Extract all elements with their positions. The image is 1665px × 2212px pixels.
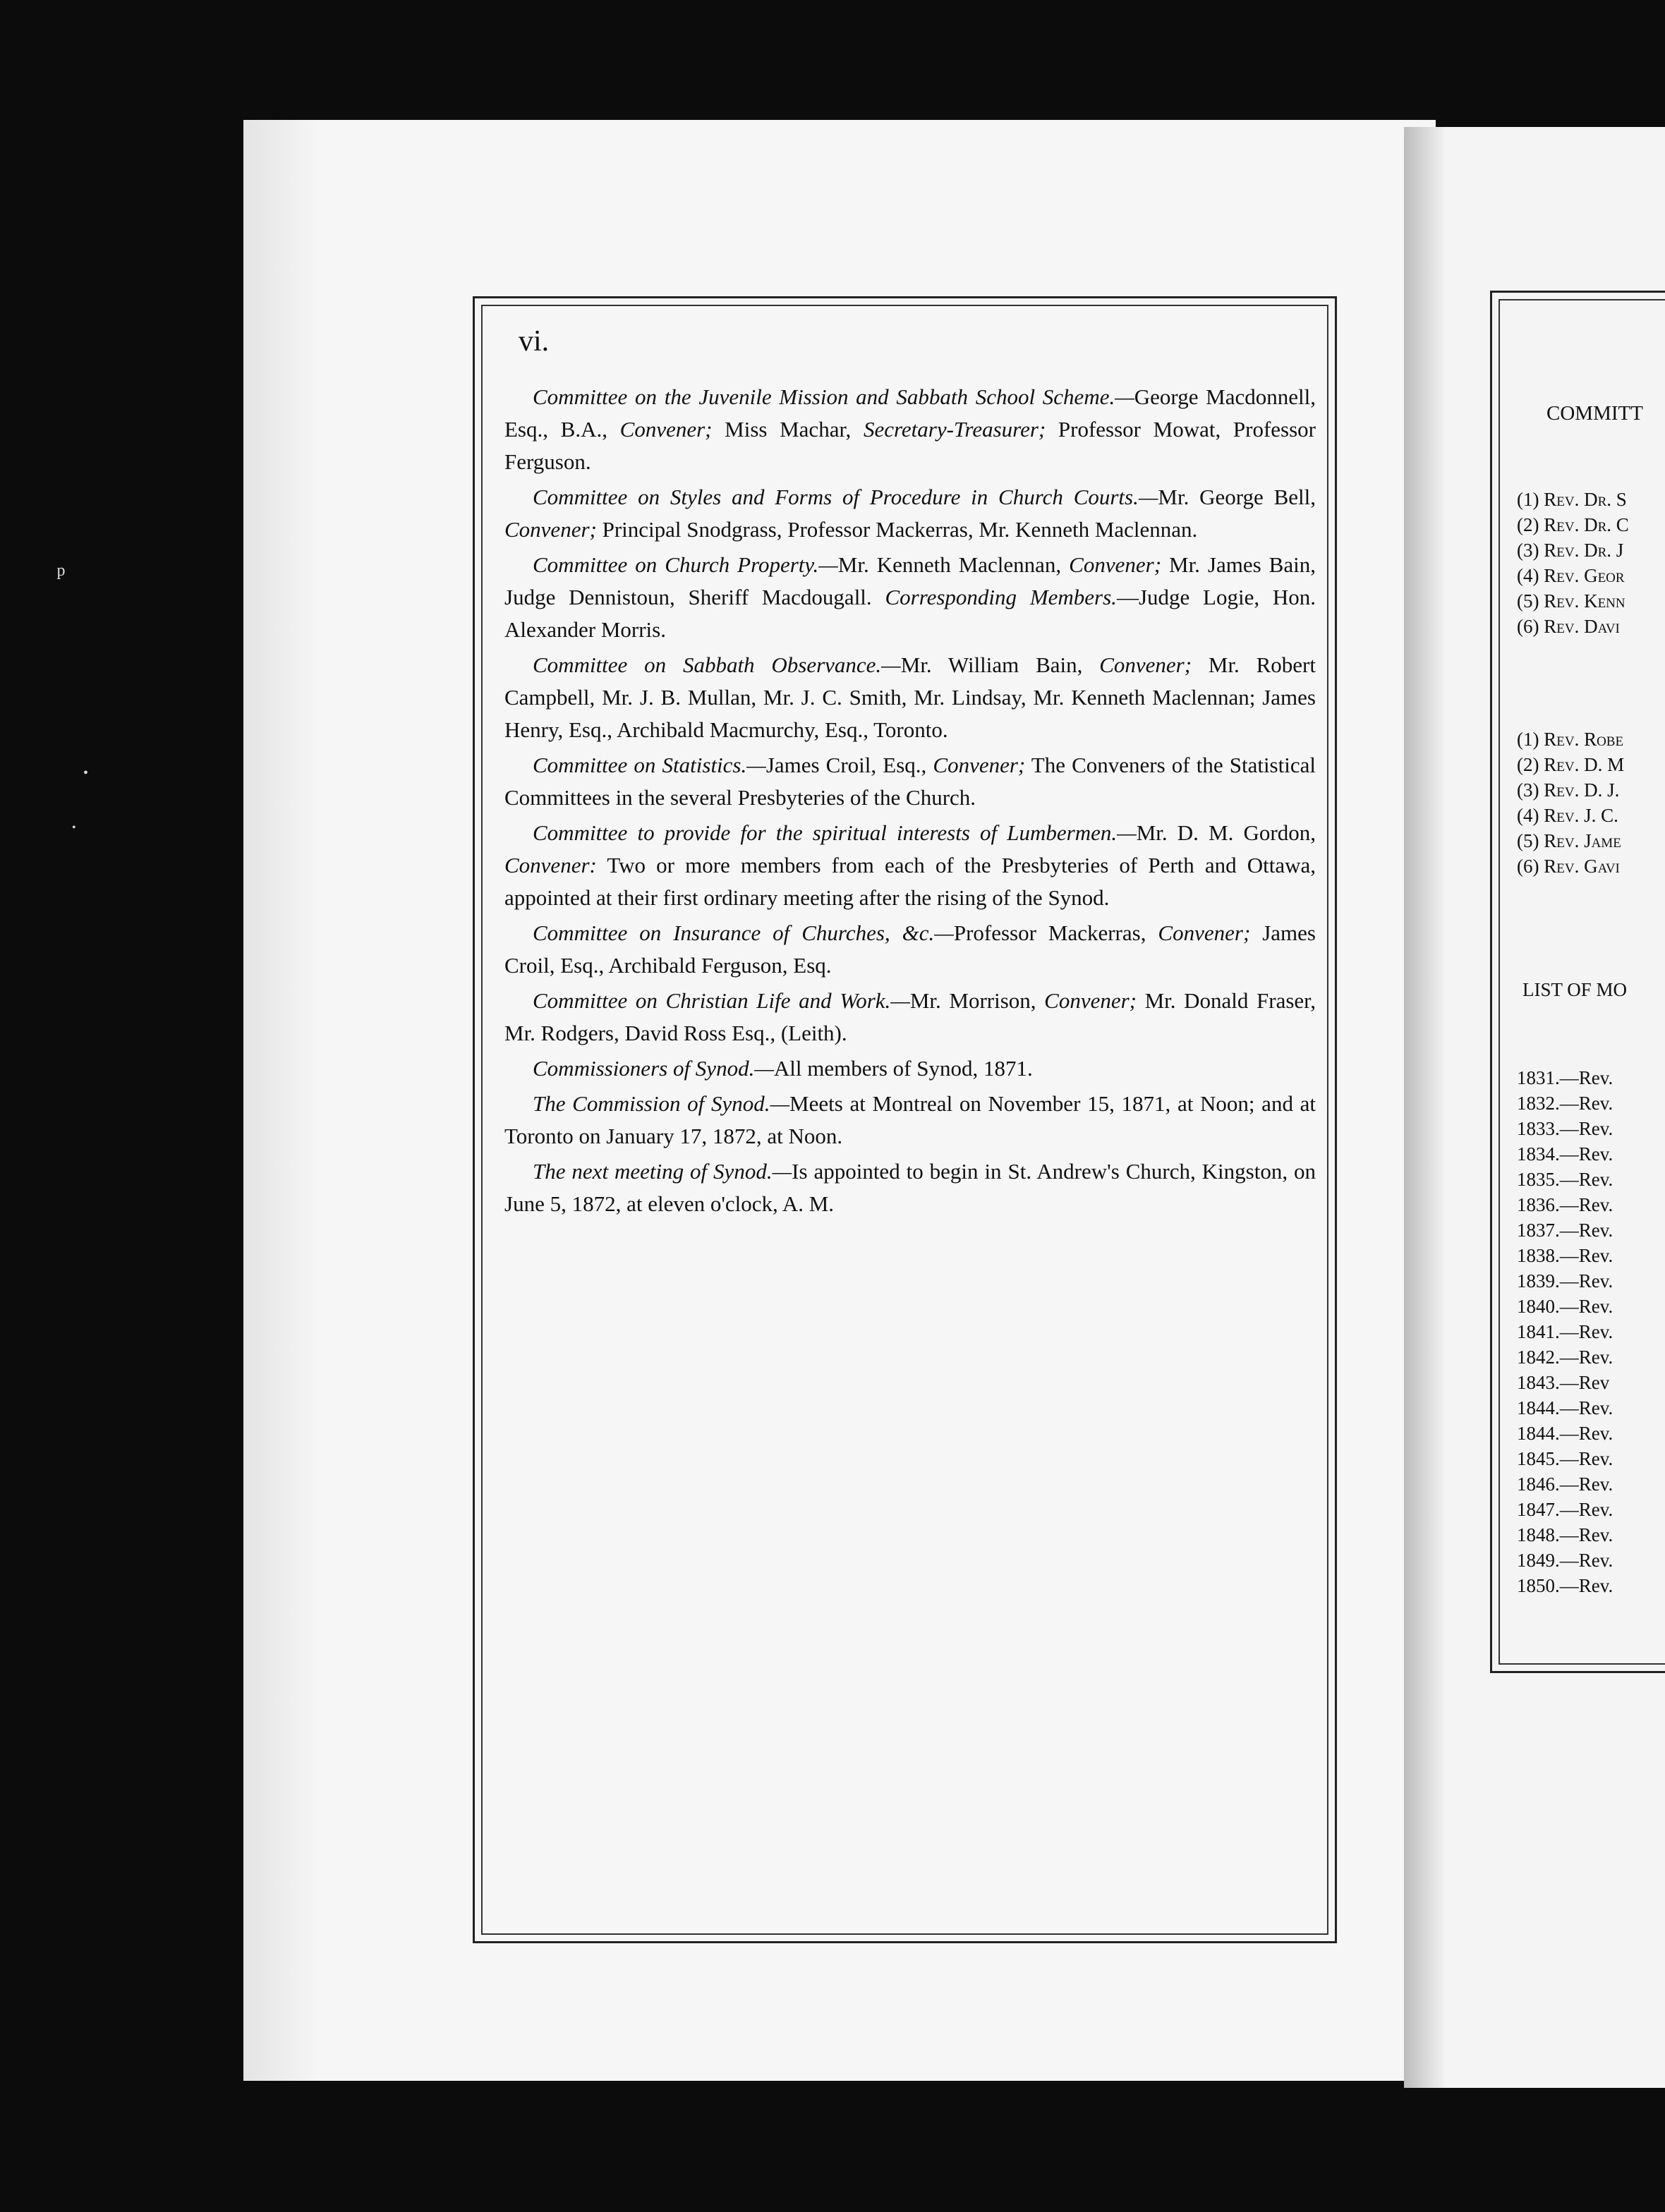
committee-members: Mr. D. M. Gordon, Convener: Two or more members from each of the Presbyteries of Perth and Ottawa, appointed at their first ordinary meeting after the rising of the Synod. xyxy=(504,820,1316,910)
committee-heading: Committee on Sabbath Observance.— xyxy=(533,652,901,677)
committee-members: Mr. William Bain, Convener; Mr. Robert Campbell, Mr. J. B. Mullan, Mr. J. C. Smith, Mr. Lindsay, Mr. Kenneth Maclennan; James Henry, Esq., Archibald Macmurchy, Esq., Toronto. xyxy=(504,652,1316,742)
year-item: 1847.—Rev. xyxy=(1517,1499,1613,1520)
committee-members: Mr. George Bell, Convener; Principal Snodgrass, Professor Mackerras, Mr. Kenneth Maclennan. xyxy=(504,485,1316,542)
committee-entry xyxy=(504,381,1316,478)
year-item: 1833.—Rev. xyxy=(1517,1118,1613,1139)
committee-heading: Committee on Church Property.— xyxy=(533,552,838,577)
committee-heading: Committee on Christian Life and Work.— xyxy=(533,988,910,1013)
committee-heading: Commissioners of Synod.— xyxy=(533,1056,774,1081)
year-item: 1834.—Rev. xyxy=(1517,1143,1613,1165)
list-b-item: (4) Rev. J. C. xyxy=(1517,805,1618,826)
list-b-item: (5) Rev. Jame xyxy=(1517,830,1621,851)
scan-speck: ᵖ xyxy=(56,558,66,590)
year-item: 1836.—Rev. xyxy=(1517,1194,1613,1215)
year-item: 1848.—Rev. xyxy=(1517,1524,1613,1545)
committee-heading: The next meeting of Synod.— xyxy=(533,1159,792,1184)
list-a-item: (6) Rev. Davi xyxy=(1517,616,1620,637)
committee-members: Is appointed to begin in St. Andrew's Church, Kingston, on June 5, 1872, at eleven o'clock, A. M. xyxy=(504,1159,1316,1216)
right-page-list-b xyxy=(1517,727,1624,879)
committee-entry xyxy=(504,481,1316,546)
list-a-item: (5) Rev. Kenn xyxy=(1517,590,1625,612)
committee-heading: Committee on Statistics.— xyxy=(533,753,766,777)
committee-entry xyxy=(504,749,1316,814)
committee-heading: Committee on the Juvenile Mission and Sabbath School Scheme.— xyxy=(533,384,1134,409)
list-b-item: (2) Rev. D. M xyxy=(1517,754,1625,775)
list-a-item: (1) Rev. Dr. S xyxy=(1517,489,1627,510)
committee-heading: Committee to provide for the spiritual interests of Lumbermen.— xyxy=(533,820,1137,845)
year-item: 1839.—Rev. xyxy=(1517,1270,1613,1292)
year-item: 1849.—Rev. xyxy=(1517,1550,1613,1571)
year-item: 1832.—Rev. xyxy=(1517,1093,1613,1114)
committee-entry xyxy=(504,985,1316,1050)
committee-members: All members of Synod, 1871. xyxy=(773,1056,1033,1081)
committee-entry xyxy=(504,1052,1316,1085)
year-item: 1835.—Rev. xyxy=(1517,1169,1613,1190)
year-item: 1840.—Rev. xyxy=(1517,1296,1613,1317)
year-item: 1843.—Rev xyxy=(1517,1372,1610,1393)
list-b-item: (1) Rev. Robe xyxy=(1517,729,1624,750)
list-b-item: (6) Rev. Gavi xyxy=(1517,856,1620,877)
scan-speck: • xyxy=(72,822,76,834)
committee-entry xyxy=(504,1155,1316,1220)
committee-members: James Croil, Esq., Convener; The Conveners of the Statistical Committees in the several Presbyteries of the Church. xyxy=(504,753,1316,810)
committee-entry xyxy=(504,549,1316,646)
year-item: 1846.—Rev. xyxy=(1517,1473,1613,1495)
committee-heading: Committee on Insurance of Churches, &c.— xyxy=(533,920,954,945)
right-page-list-a xyxy=(1517,487,1629,639)
list-a-item: (2) Rev. Dr. C xyxy=(1517,514,1629,535)
list-a-item: (3) Rev. Dr. J xyxy=(1517,540,1624,561)
list-a-item: (4) Rev. Geor xyxy=(1517,565,1625,586)
right-page-list-heading: LIST OF MO xyxy=(1522,979,1628,1000)
committee-members: Meets at Montreal on November 15, 1871, at Noon; and at Toronto on January 17, 1872, at Noon. xyxy=(504,1091,1316,1148)
year-item: 1837.—Rev. xyxy=(1517,1220,1613,1241)
right-page-heading: COMMITT xyxy=(1546,402,1643,425)
committee-entry xyxy=(504,817,1316,914)
committee-members: Mr. Kenneth Maclennan, Convener; Mr. James Bain, Judge Dennistoun, Sheriff Macdougall. Corresponding Members.—Judge Logie, Hon. Alexander Morris. xyxy=(504,552,1316,642)
year-item: 1842.—Rev. xyxy=(1517,1347,1613,1368)
right-page-years xyxy=(1517,1065,1613,1598)
year-item: 1841.—Rev. xyxy=(1517,1321,1613,1342)
year-item: 1844.—Rev. xyxy=(1517,1423,1613,1444)
committee-entry xyxy=(504,1088,1316,1153)
committee-members: Mr. Morrison, Convener; Mr. Donald Fraser, Mr. Rodgers, David Ross Esq., (Leith). xyxy=(504,988,1316,1045)
scan-speck: • xyxy=(83,765,89,781)
committee-entry xyxy=(504,649,1316,746)
page-number: vi. xyxy=(519,325,550,358)
committee-entry xyxy=(504,917,1316,982)
year-item: 1845.—Rev. xyxy=(1517,1448,1613,1469)
committee-heading: Committee on Styles and Forms of Procedure in Church Courts.— xyxy=(533,485,1158,509)
committee-heading: The Commission of Synod.— xyxy=(533,1091,790,1116)
committee-members: Professor Mackerras, Convener; James Croil, Esq., Archibald Ferguson, Esq. xyxy=(504,920,1316,978)
committee-list xyxy=(504,381,1316,1220)
list-b-item: (3) Rev. D. J. xyxy=(1517,779,1620,801)
year-item: 1831.—Rev. xyxy=(1517,1067,1613,1088)
year-item: 1838.—Rev. xyxy=(1517,1245,1613,1266)
committee-members: George Macdonnell, Esq., B.A., Convener; Miss Machar, Secretary-Treasurer; Professor Mowat, Professor Ferguson. xyxy=(504,384,1316,474)
year-item: 1850.—Rev. xyxy=(1517,1575,1613,1596)
page-content xyxy=(504,324,1316,1223)
year-item: 1844.—Rev. xyxy=(1517,1397,1613,1418)
